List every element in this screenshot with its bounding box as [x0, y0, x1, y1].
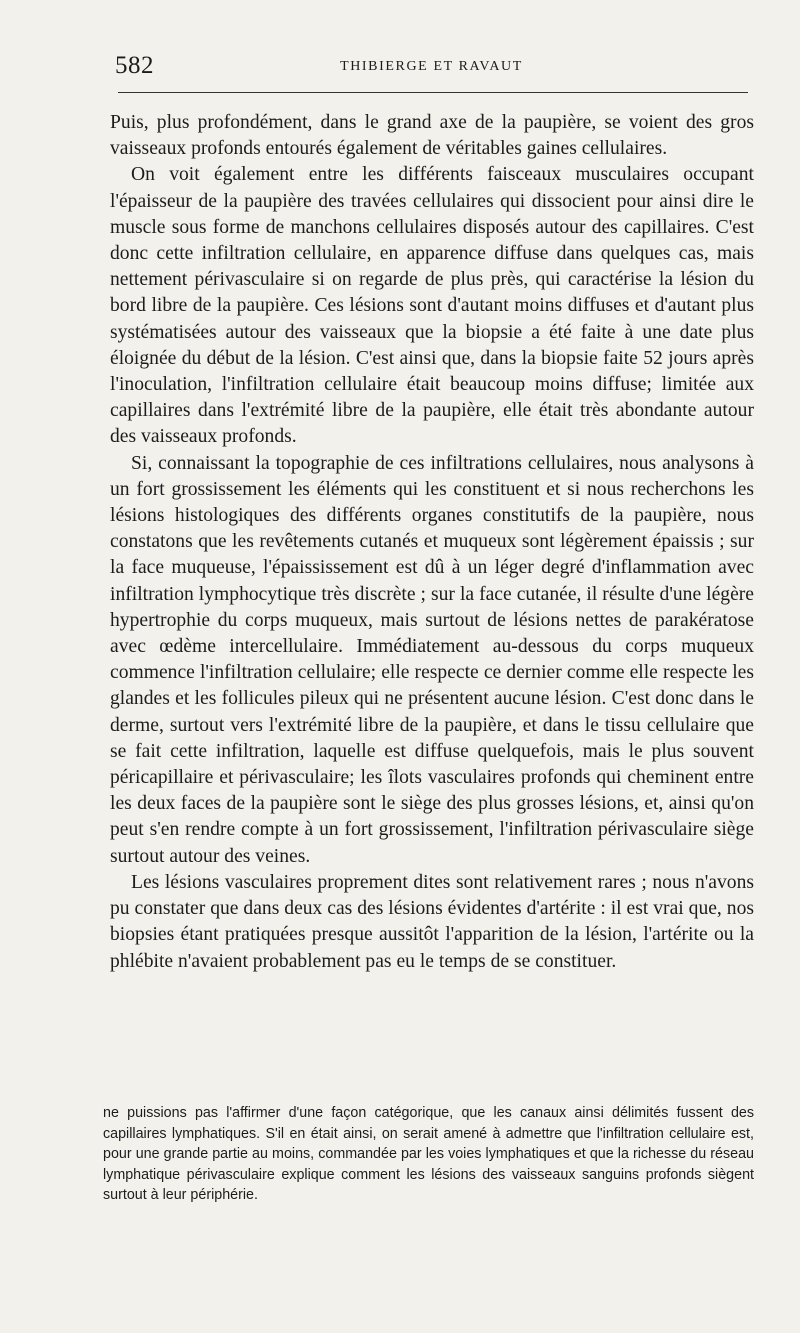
page-header	[113, 52, 750, 84]
page-number: 582	[115, 52, 154, 79]
paragraph-3: Si, connaissant la topographie de ces infiltrations cellulaires, nous analysons à un fort grossissement les éléments qui les constituent et si nous recherchons les lésions histologiques des différents organes constitutifs de la paupière, nous constatons que les revêtements cutanés et muqueux sont légèrement épaissis ; sur la face muqueuse, l'épaississement est dû à un léger degré d'inflammation avec infiltration lymphocytique très discrète ; sur la face cutanée, il résulte d'une légère hypertrophie du corps muqueux, mais surtout de lésions nettes de parakératose avec œdème intercellulaire. Immédiatement au-dessous du corps muqueux commence l'infiltration cellulaire; elle respecte ce dernier comme elle respecte les glandes et les follicules pileux qui ne présentent aucune lésion. C'est donc dans le derme, surtout vers l'extrémité libre de la paupière, et dans le tissu cellulaire que se fait cette infiltration, laquelle est diffuse quelquefois, mais le plus souvent péricapillaire et périvasculaire; les îlots vasculaires profonds qui cheminent entre les deux faces de la paupière sont le siège des plus grosses lésions, et, ainsi qu'on peut s'en rendre compte à un fort grossissement, l'infiltration périvasculaire siège surtout autour des veines.	[110, 452, 754, 867]
paragraph-1: Puis, plus profondément, dans le grand axe de la paupière, se voient des gros vaisseaux profonds entourés également de véritables gaines cellulaires.	[110, 112, 754, 160]
paragraph-2: On voit également entre les différents faisceaux musculaires occupant l'épaisseur de la paupière des travées cellulaires qui dissocient pour ainsi dire le muscle sous forme de manchons cellulaires disposés autour des capillaires. C'est donc cette infiltration cellulaire, en apparence diffuse dans quelques cas, mais nettement périvasculaire si on regarde de plus près, qui caractérise la lésion du bord libre de la paupière. Ces lésions sont d'autant moins diffuses et d'autant plus systématisées autour des vaisseaux que la biopsie a été faite à une date plus éloignée du début de la lésion. C'est ainsi que, dans la biopsie faite 52 jours après l'inoculation, l'infiltration cellulaire était beaucoup moins diffuse; limitée aux capillaires dans l'extrémité libre de la paupière, elle était très abondante autour des vaisseaux profonds.	[110, 164, 754, 448]
running-title: THIBIERGE ET RAVAUT	[340, 59, 523, 74]
body-text	[110, 110, 754, 975]
footnote: ne puissions pas l'affirmer d'une façon catégorique, que les canaux ainsi délimités fussent des capillaires lymphatiques. S'il en était ainsi, on serait amené à admettre que l'infiltration cellulaire est, pour une grande partie au moins, commandée par les voies lymphatiques et que la richesse du réseau lymphatique périvasculaire explique comment les lésions des vaisseaux sanguins profonds siègent surtout à leur périphérie.	[103, 1105, 754, 1203]
paragraph-4: Les lésions vasculaires proprement dites sont relativement rares ; nous n'avons pu constater que dans deux cas des lésions évidentes d'artérite : il est vrai que, nos biopsies étant pratiquées presque aussitôt l'apparition de la lésion, l'artérite ou la phlébite n'avaient probablement pas eu le temps de se constituer.	[110, 871, 754, 972]
header-rule	[118, 92, 748, 93]
